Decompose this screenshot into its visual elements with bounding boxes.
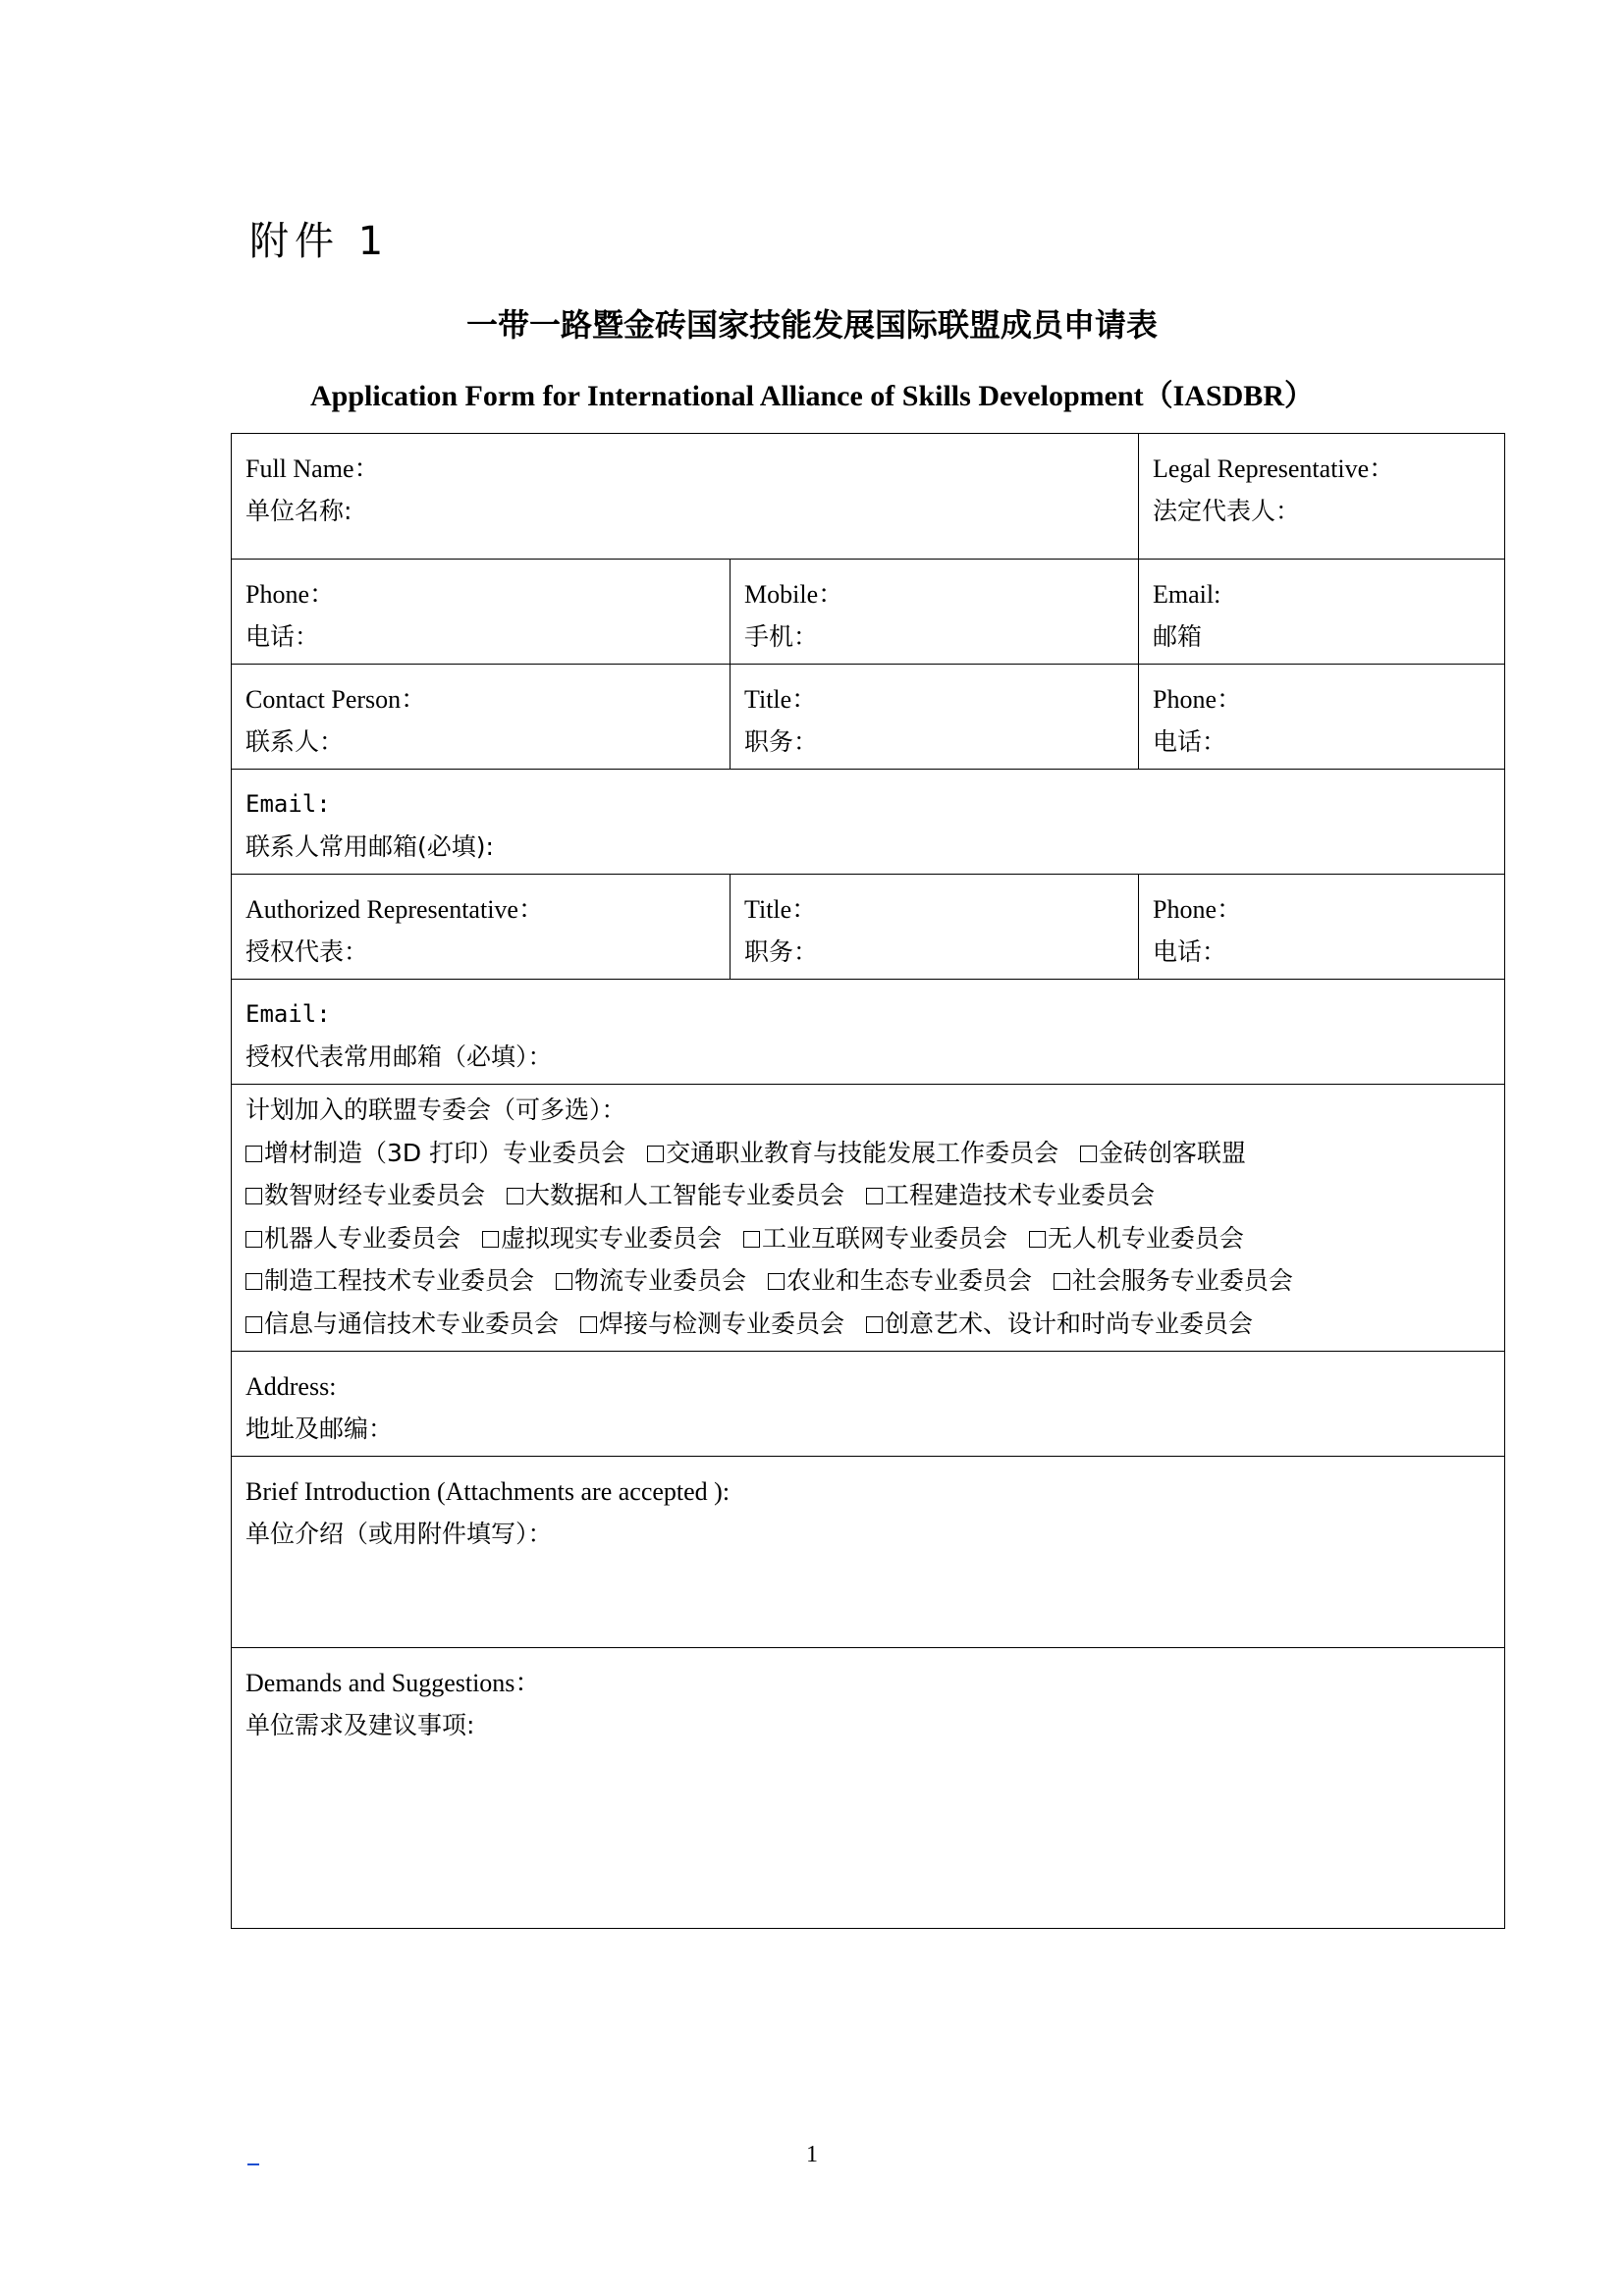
application-form-table (231, 433, 1505, 1929)
row-auth-email (232, 980, 1505, 1085)
checkbox-icon[interactable] (580, 1316, 597, 1333)
checkbox-icon[interactable] (482, 1231, 499, 1248)
committee-line-1 (245, 1132, 1490, 1175)
row-authorized-representative (232, 875, 1505, 980)
row-demands-suggestions (232, 1648, 1505, 1929)
legal-rep-cell[interactable] (1139, 434, 1505, 560)
full-name-label-cn: 单位名称: (245, 497, 352, 525)
address-label-cn: 地址及邮编： (245, 1415, 394, 1443)
committee-option[interactable]: 增材制造（3D 打印）专业委员会 (245, 1132, 625, 1175)
demands-cell[interactable] (232, 1648, 1505, 1929)
row-committees (232, 1085, 1505, 1352)
committee-option[interactable]: 制造工程技术专业委员会 (245, 1259, 534, 1303)
email-label-en: Email: (1153, 580, 1221, 609)
mobile-label-en: Mobile： (744, 580, 844, 609)
committee-option[interactable]: 无人机专业委员会 (1029, 1217, 1244, 1260)
auth-title-cell[interactable] (731, 875, 1139, 980)
auth-title-label-en: Title： (744, 895, 818, 924)
contact-phone-label-cn: 电话： (1153, 727, 1227, 756)
row-full-name (232, 434, 1505, 560)
form-title-english: Application Form for International Alliance of Skills Development（IASDBR） (310, 380, 1314, 412)
committee-option[interactable]: 工程建造技术专业委员会 (866, 1174, 1155, 1217)
committee-option[interactable]: 农业和生态专业委员会 (768, 1259, 1032, 1303)
demands-label-cn: 单位需求及建议事项: (245, 1711, 475, 1739)
form-title-chinese: 一带一路暨金砖国家技能发展国际联盟成员申请表 (465, 306, 1158, 344)
auth-phone-label-en: Phone： (1153, 895, 1243, 924)
checkbox-icon[interactable] (556, 1273, 572, 1290)
row-phone (232, 560, 1505, 665)
committee-option[interactable]: 工业互联网专业委员会 (743, 1217, 1007, 1260)
intro-cell[interactable] (232, 1457, 1505, 1648)
checkbox-icon[interactable] (507, 1188, 523, 1204)
committee-option[interactable]: 机器人专业委员会 (245, 1217, 460, 1260)
committees-heading: 计划加入的联盟专委会（可多选）： (245, 1095, 626, 1124)
auth-phone-cell[interactable] (1139, 875, 1505, 980)
committee-line-5 (245, 1303, 1490, 1346)
committee-option[interactable]: 金砖创客联盟 (1080, 1132, 1246, 1175)
contact-email-label-en: Email: (245, 790, 331, 818)
email-cell[interactable] (1139, 560, 1505, 665)
address-label-en: Address: (245, 1372, 337, 1401)
auth-title-label-cn: 职务： (744, 937, 819, 966)
committee-option[interactable]: 大数据和人工智能专业委员会 (507, 1174, 844, 1217)
committee-line-4 (245, 1259, 1490, 1303)
committee-line-2 (245, 1174, 1490, 1217)
contact-phone-label-en: Phone： (1153, 685, 1243, 714)
committee-option[interactable]: 交通职业教育与技能发展工作委员会 (647, 1132, 1058, 1175)
committee-line-3 (245, 1217, 1490, 1260)
committee-option[interactable]: 物流专业委员会 (556, 1259, 746, 1303)
contact-person-label-cn: 联系人： (245, 727, 345, 756)
contact-phone-cell[interactable] (1139, 665, 1505, 770)
full-name-label-en: Full Name： (245, 454, 380, 483)
row-brief-introduction (232, 1457, 1505, 1648)
committee-option[interactable]: 焊接与检测专业委员会 (580, 1303, 844, 1346)
phone-label-en: Phone： (245, 580, 336, 609)
checkbox-icon[interactable] (1054, 1273, 1070, 1290)
checkbox-icon[interactable] (245, 1188, 262, 1204)
attachment-label: 附件 1 (249, 219, 390, 264)
auth-rep-cell[interactable] (232, 875, 731, 980)
email-label-cn: 邮箱 (1153, 622, 1203, 651)
committee-option[interactable]: 数智财经专业委员会 (245, 1174, 485, 1217)
committee-option[interactable]: 创意艺术、设计和时尚专业委员会 (866, 1303, 1253, 1346)
auth-email-label-cn: 授权代表常用邮箱（必填）： (245, 1042, 553, 1071)
contact-person-cell[interactable] (232, 665, 731, 770)
contact-title-label-cn: 职务： (744, 727, 819, 756)
legal-rep-label-en: Legal Representative： (1153, 454, 1395, 483)
phone-cell[interactable] (232, 560, 731, 665)
committee-option[interactable]: 社会服务专业委员会 (1054, 1259, 1293, 1303)
intro-label-en: Brief Introduction (Attachments are accepted ): (245, 1477, 731, 1506)
committees-cell (232, 1085, 1505, 1352)
contact-email-label-cn: 联系人常用邮箱(必填): (245, 832, 494, 861)
committee-option[interactable]: 信息与通信技术专业委员会 (245, 1303, 559, 1346)
auth-rep-label-en: Authorized Representative： (245, 895, 544, 924)
auth-phone-label-cn: 电话： (1153, 937, 1227, 966)
contact-email-cell[interactable] (232, 770, 1505, 875)
contact-title-cell[interactable] (731, 665, 1139, 770)
mobile-cell[interactable] (731, 560, 1139, 665)
checkbox-icon[interactable] (245, 1273, 262, 1290)
demands-label-en: Demands and Suggestions： (245, 1669, 541, 1697)
mobile-label-cn: 手机： (744, 622, 819, 651)
checkbox-icon[interactable] (245, 1316, 262, 1333)
checkbox-icon[interactable] (647, 1146, 664, 1162)
checkbox-icon[interactable] (245, 1146, 262, 1162)
checkbox-icon[interactable] (866, 1316, 883, 1333)
checkbox-icon[interactable] (245, 1231, 262, 1248)
committee-option[interactable]: 虚拟现实专业委员会 (482, 1217, 722, 1260)
row-contact-person (232, 665, 1505, 770)
checkbox-icon[interactable] (743, 1231, 760, 1248)
page-number: 1 (806, 2142, 818, 2167)
row-address (232, 1352, 1505, 1457)
checkbox-icon[interactable] (1080, 1146, 1097, 1162)
contact-title-label-en: Title： (744, 685, 818, 714)
auth-email-label-en: Email: (245, 1000, 331, 1028)
auth-rep-label-cn: 授权代表： (245, 937, 369, 966)
checkbox-icon[interactable] (1029, 1231, 1046, 1248)
legal-rep-label-cn: 法定代表人： (1153, 497, 1301, 525)
phone-label-cn: 电话： (245, 622, 320, 651)
auth-email-cell[interactable] (232, 980, 1505, 1085)
full-name-cell[interactable] (232, 434, 1139, 560)
checkbox-icon[interactable] (866, 1188, 883, 1204)
checkbox-icon[interactable] (768, 1273, 785, 1290)
contact-person-label-en: Contact Person： (245, 685, 427, 714)
address-cell[interactable] (232, 1352, 1505, 1457)
intro-label-cn: 单位介绍（或用附件填写）： (245, 1520, 553, 1548)
row-contact-email (232, 770, 1505, 875)
